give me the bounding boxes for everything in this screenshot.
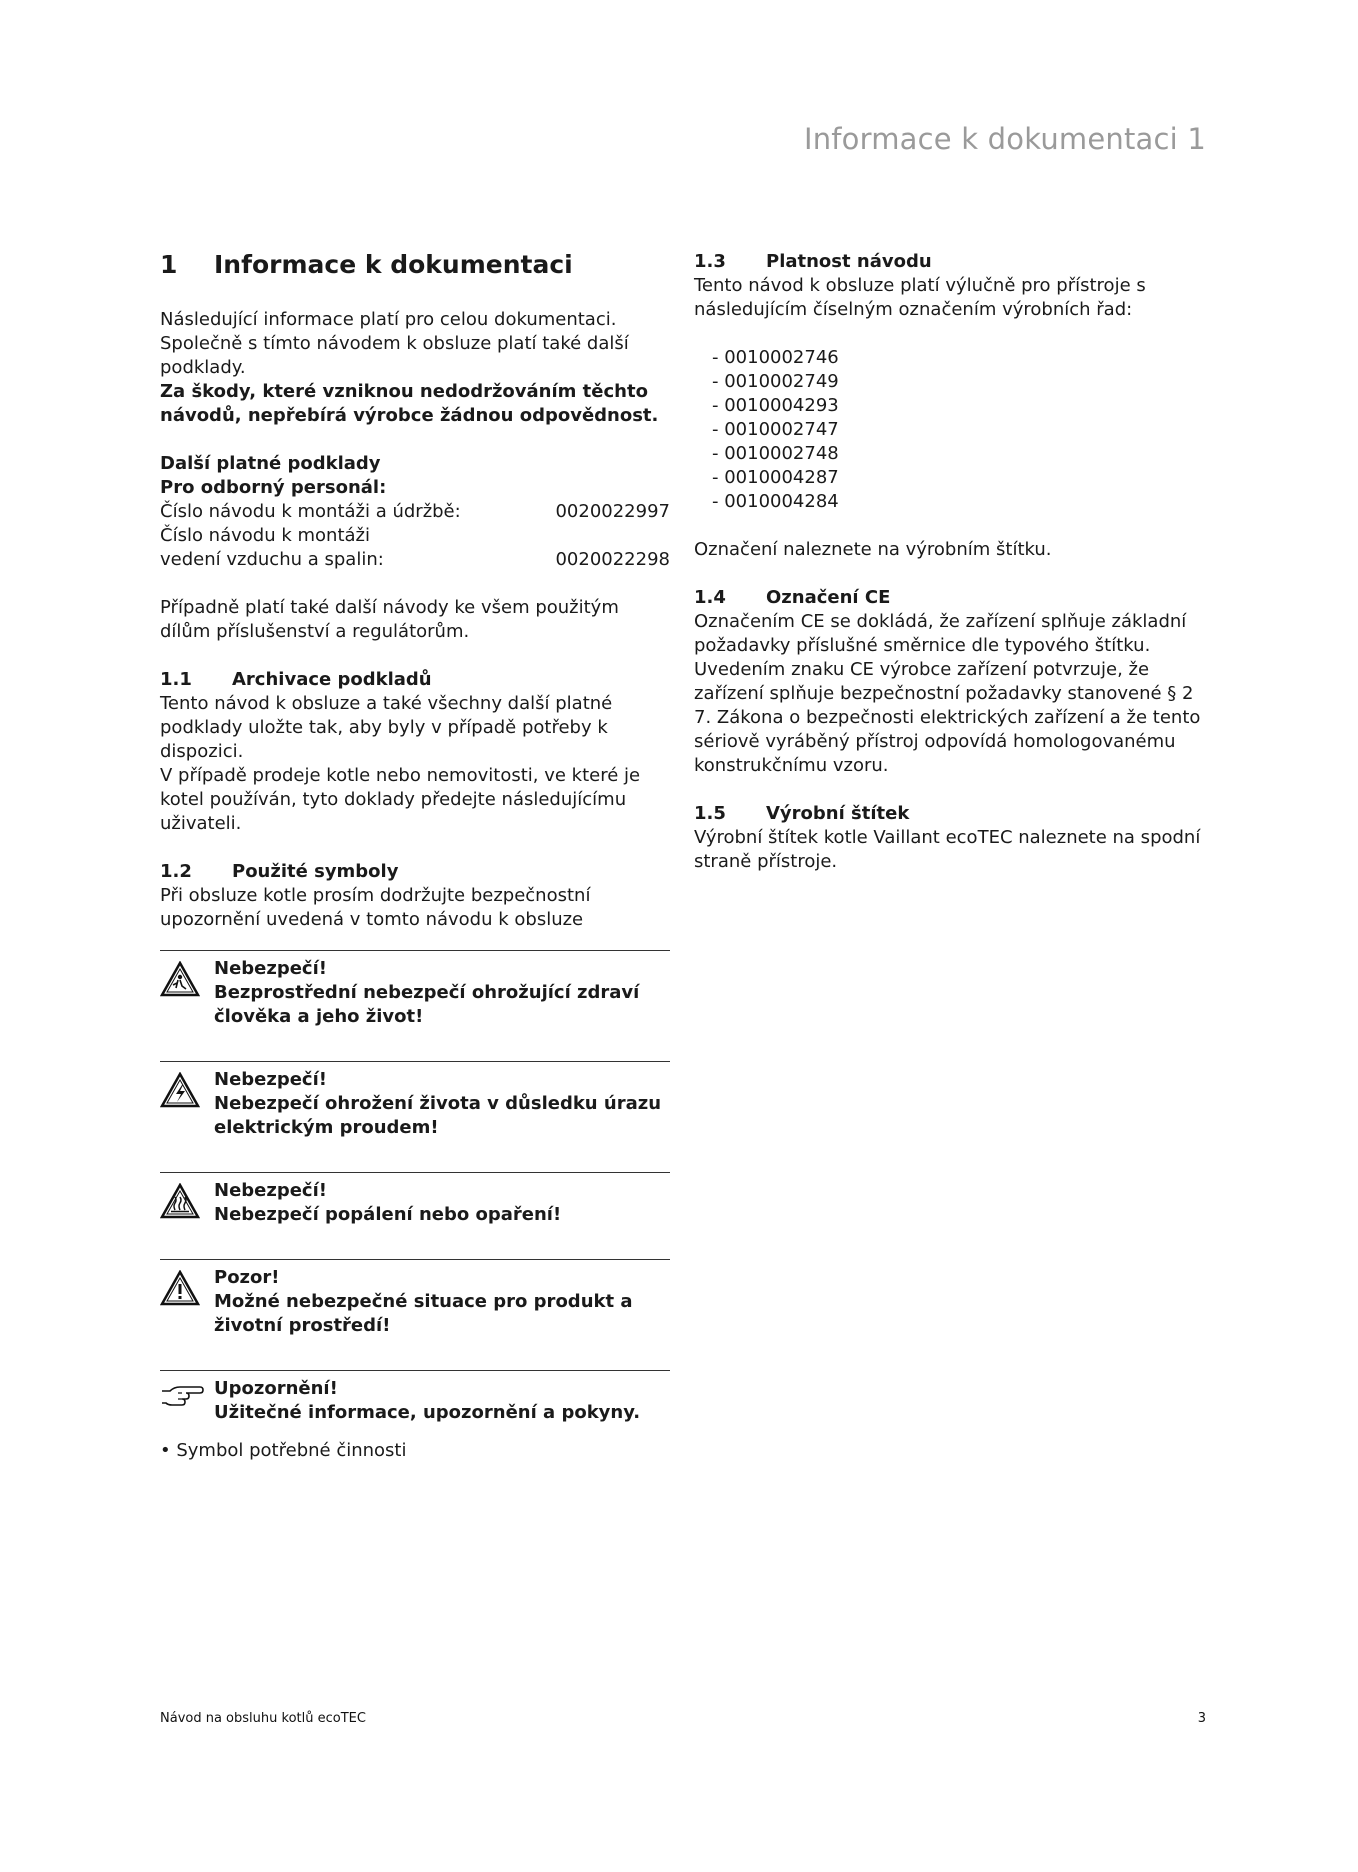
- section-1-5-heading: [694, 802, 1204, 826]
- notice-danger-electric: [160, 1061, 670, 1154]
- archive-text-2: V případě prodeje kotle nebo nemovitosti, ve které je kotel používán, tyto doklady předejte následujícímu uživateli.: [160, 765, 641, 834]
- section-number: 1.1: [160, 669, 192, 690]
- pointing-hand-icon: [160, 1377, 214, 1425]
- list-item: - 0010004287: [712, 466, 1204, 490]
- notice-text: Nebezpečí ohrožení života v důsledku úrazu elektrickým proudem!: [214, 1093, 662, 1138]
- nameplate-text: Výrobní štítek kotle Vaillant ecoTEC naleznete na spodní straně přístroje.: [694, 827, 1201, 872]
- notice-title: Nebezpečí!: [214, 958, 327, 979]
- notice-title: Nebezpečí!: [214, 1069, 327, 1090]
- section-title: Informace k dokumentaci: [214, 250, 573, 279]
- section-number: 1.3: [694, 251, 726, 272]
- doc-label: vedení vzduchu a spalin:: [160, 549, 384, 570]
- ce-text: Označením CE se dokládá, že zařízení splňuje základní požadavky příslušné směrnice dle typového štítku. Uvedením znaku CE výrobce zařízení potvrzuje, že zařízení splňuje bezpečnostní požadavky stanovené § 2 7. Zákona o bezpečnosti elektrických zařízení a že tento sériově vyráběný přístroj odpovídá homologovanému konstrukčnímu vzoru.: [694, 611, 1201, 776]
- left-column: [160, 250, 670, 1463]
- section-number: 1.2: [160, 861, 192, 882]
- section-1-1-heading: [160, 668, 670, 692]
- section-number: 1: [160, 250, 178, 279]
- section-title: Výrobní štítek: [766, 803, 910, 824]
- notice-title: Pozor!: [214, 1267, 280, 1288]
- notice-caution: [160, 1259, 670, 1352]
- notice-info: [160, 1370, 670, 1439]
- symbols-text: Při obsluze kotle prosím dodržujte bezpečnostní upozornění uvedená v tomto návodu k obsluze: [160, 885, 591, 930]
- notice-text: Bezprostřední nebezpečí ohrožující zdraví člověka a jeho život!: [214, 982, 640, 1027]
- notice-text: Nebezpečí popálení nebo opaření!: [214, 1204, 562, 1225]
- hot-surface-icon: [160, 1179, 214, 1227]
- section-number: 1.5: [694, 803, 726, 824]
- warning-triangle-person-icon: [160, 957, 214, 1029]
- list-item: - 0010002746: [712, 346, 1204, 370]
- doc-number: 0020022298: [555, 549, 670, 570]
- page-number: 3: [1197, 1711, 1206, 1726]
- notice-text: Možné nebezpečné situace pro produkt a životní prostředí!: [214, 1291, 633, 1336]
- accessories-text: Případně platí také další návody ke všem použitým dílům příslušenství a regulátorům.: [160, 597, 619, 642]
- right-column: [694, 250, 1204, 874]
- doc-row: [160, 500, 670, 524]
- list-item: - 0010004284: [712, 490, 1204, 514]
- label-note: Označení naleznete na výrobním štítku.: [694, 539, 1052, 560]
- doc-row: [160, 548, 670, 572]
- section-1-heading: [160, 250, 670, 280]
- notice-danger-general: [160, 950, 670, 1043]
- section-title: Archivace podkladů: [232, 669, 432, 690]
- docs-subheading: Pro odborný personál:: [160, 477, 387, 498]
- liability-warning: Za škody, které vzniknou nedodržováním těchto návodů, nepřebírá výrobce žádnou odpovědnost.: [160, 381, 659, 426]
- archive-text: Tento návod k obsluze a také všechny další platné podklady uložte tak, aby byly v případě potřeby k dispozici.: [160, 693, 613, 762]
- doc-number: 0020022997: [555, 501, 670, 522]
- section-title: Platnost návodu: [766, 251, 932, 272]
- section-1-3-heading: [694, 250, 1204, 274]
- list-item: - 0010004293: [712, 394, 1204, 418]
- list-item: - 0010002749: [712, 370, 1204, 394]
- notice-danger-burn: [160, 1172, 670, 1241]
- page-header-title: Informace k dokumentaci 1: [803, 122, 1206, 156]
- section-1-2-heading: [160, 860, 670, 884]
- notice-title: Nebezpečí!: [214, 1180, 327, 1201]
- action-symbol-note: • Symbol potřebné činnosti: [160, 1440, 407, 1461]
- series-code-list: [694, 346, 1204, 514]
- doc-label: Číslo návodu k montáži a údržbě:: [160, 501, 461, 522]
- footer-title: Návod na obsluhu kotlů ecoTEC: [160, 1711, 366, 1726]
- list-item: - 0010002748: [712, 442, 1204, 466]
- intro-text: Následující informace platí pro celou dokumentaci. Společně s tímto návodem k obsluze platí také další podklady.: [160, 309, 629, 378]
- exclamation-triangle-icon: [160, 1266, 214, 1338]
- validity-text: Tento návod k obsluze platí výlučně pro přístroje s následujícím číselným označením výrobních řad:: [694, 275, 1146, 320]
- doc-label: Číslo návodu k montáži: [160, 525, 370, 546]
- section-title: Použité symboly: [232, 861, 399, 882]
- section-1-4-heading: [694, 586, 1204, 610]
- section-number: 1.4: [694, 587, 726, 608]
- section-title: Označení CE: [766, 587, 891, 608]
- list-item: - 0010002747: [712, 418, 1204, 442]
- high-voltage-icon: [160, 1068, 214, 1140]
- docs-heading: Další platné podklady: [160, 453, 381, 474]
- notice-title: Upozornění!: [214, 1378, 338, 1399]
- notice-text: Užitečné informace, upozornění a pokyny.: [214, 1402, 641, 1423]
